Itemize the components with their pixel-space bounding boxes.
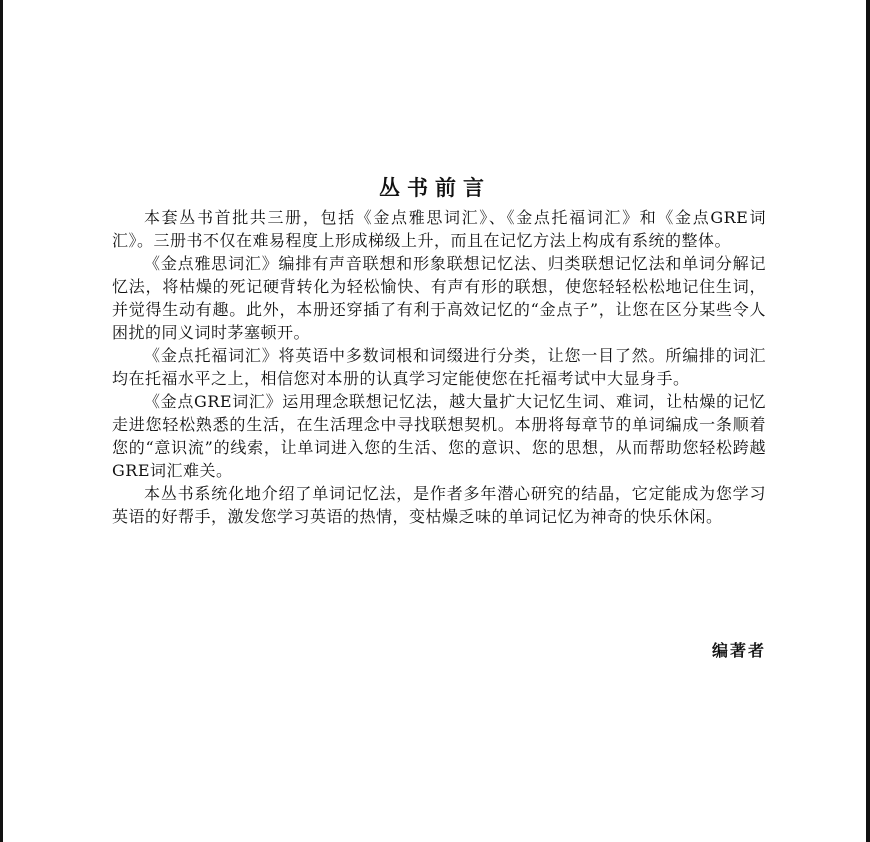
author-signature: 编著者 bbox=[711, 641, 766, 660]
paragraph-toefl-book: 《金点托福词汇》将英语中多数词根和词缀进行分类，让您一目了然。所编排的词汇均在托福水平之上，相信您对本册的认真学习定能使您在托福考试中大显身手。 bbox=[112, 346, 766, 388]
paragraph-gre-book: 《金点GRE词汇》运用理念联想记忆法，越大量扩大记忆生词、难词，让枯燥的记忆走进您轻松熟悉的生活，在生活理念中寻找联想契机。本册将每章节的单词编成一条顺着您的“意识流”的线索，让单词进入您的生活、您的意识、您的思想，从而帮助您轻松跨越GRE词汇难关。 bbox=[112, 392, 766, 480]
page-title: 丛书前言 bbox=[379, 176, 491, 200]
paragraph-ielts-book: 《金点雅思词汇》编排有声音联想和形象联想记忆法、归类联想记忆法和单词分解记忆法，将枯燥的死记硬背转化为轻松愉快、有声有形的联想，使您轻轻松松地记住生词，并觉得生动有趣。此外，本册还穿插了有利于高效记忆的“金点子”，让您在区分某些令人困扰的同义词时茅塞顿开。 bbox=[112, 254, 766, 342]
preface-body bbox=[112, 206, 766, 528]
paragraph-series-overview: 本套丛书首批共三册，包括《金点雅思词汇》、《金点托福词汇》和《金点GRE词汇》。三册书不仅在难易程度上形成梯级上升，而且在记忆方法上构成有系统的整体。 bbox=[112, 208, 766, 250]
right-border-line bbox=[866, 0, 870, 842]
left-border-line bbox=[0, 0, 3, 842]
paragraph-conclusion: 本丛书系统化地介绍了单词记忆法，是作者多年潜心研究的结晶，它定能成为您学习英语的好帮手，激发您学习英语的热情，变枯燥乏味的单词记忆为神奇的快乐休闲。 bbox=[112, 484, 766, 526]
